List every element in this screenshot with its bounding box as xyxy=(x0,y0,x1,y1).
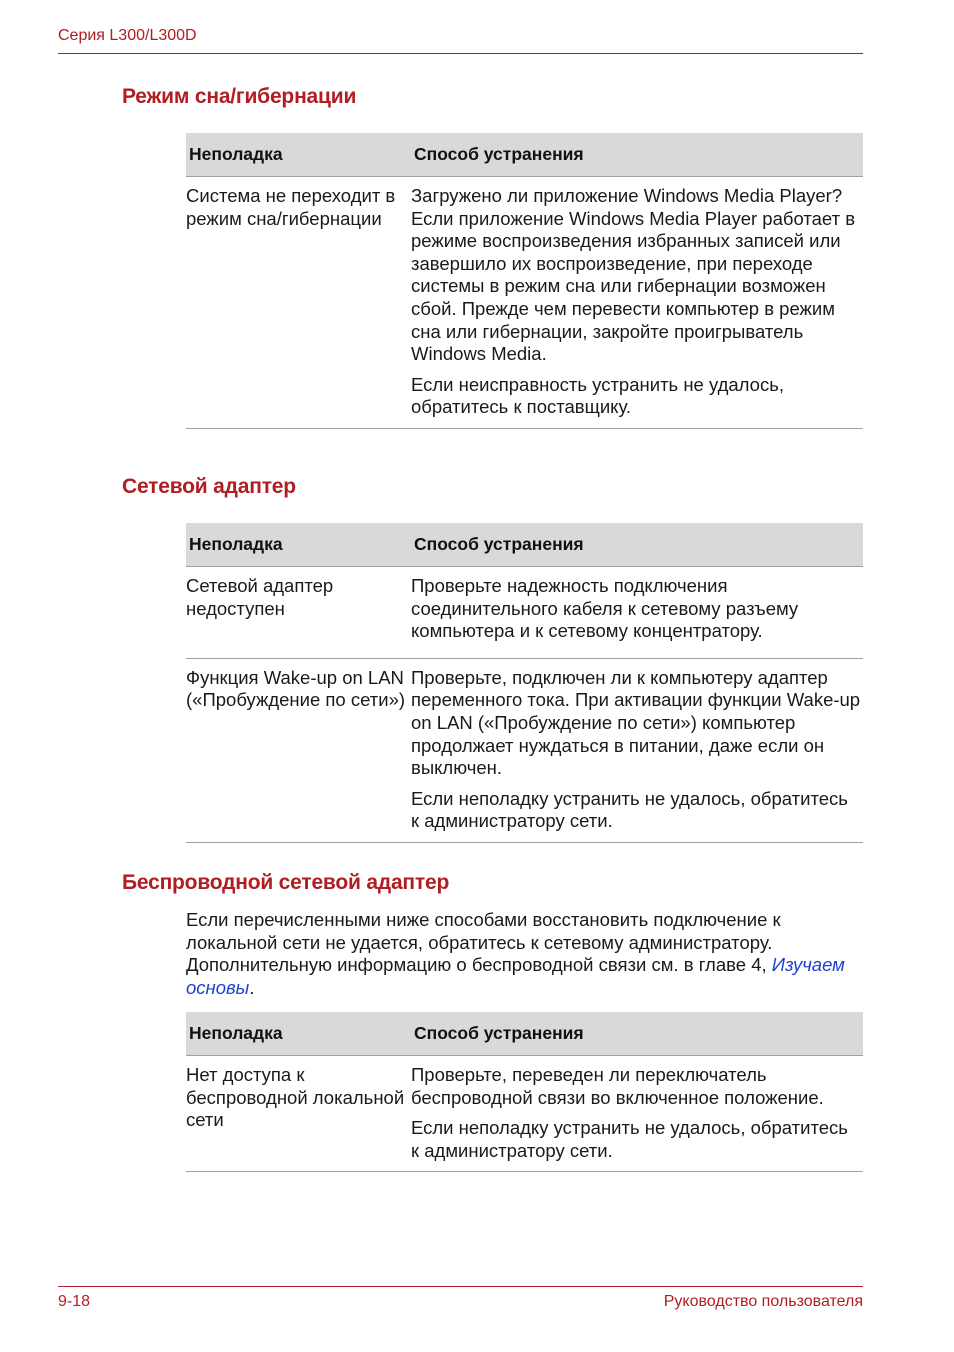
solution-paragraph: Если неполадку устранить не удалось, обратитесь к администратору сети. xyxy=(411,1117,848,1161)
solution-paragraph: Проверьте, подключен ли к компьютеру адаптер переменного тока. При активации функции Wake-up on LAN («Пробуждение по сети») компьютер продолжает нуждаться в питании, даже если он выключен. xyxy=(411,666,861,779)
solution-cell xyxy=(411,575,861,643)
solution-paragraph: Проверьте надежность подключения соединительного кабеля к сетевому разъему компьютера и к сетевому концентратору. xyxy=(411,575,799,642)
guide-title: Руководство пользователя xyxy=(663,1293,863,1310)
intro-end: . xyxy=(249,976,255,998)
running-header: Серия L300/L300D xyxy=(58,27,197,44)
problem-cell: Функция Wake-up on LAN («Пробуждение по сети») xyxy=(186,666,406,711)
table-header xyxy=(186,133,863,177)
page-number: 9-18 xyxy=(58,1293,91,1310)
solution-paragraph: Загружено ли приложение Windows Media Player? Если приложение Windows Media Player работает в режиме воспроизведения избранных записей или завершило их воспроизведение, при переходе системы в режим сна или гибернации возможен сбой. Прежде чем перевести компьютер в режим сна или гибернации, закройте проигрыватель Windows Media. xyxy=(411,185,856,365)
section-title-wireless: Беспроводной сетевой адаптер xyxy=(122,871,450,894)
problem-cell: Сетевой адаптер недоступен xyxy=(186,575,334,619)
solution-cell xyxy=(411,667,861,833)
table-row xyxy=(186,1056,863,1172)
table-row xyxy=(186,567,863,659)
section-title-network: Сетевой адаптер xyxy=(122,475,296,498)
column-header-problem: Неполадка xyxy=(189,144,283,164)
table-header xyxy=(186,1012,863,1056)
solution-cell xyxy=(411,1064,861,1162)
sleep-table xyxy=(186,133,863,429)
chapter-link[interactable]: Изучаем основы xyxy=(186,954,845,998)
footer-rule xyxy=(58,1286,863,1287)
column-header-problem: Неполадка xyxy=(189,534,283,554)
solution-cell xyxy=(411,185,861,419)
column-header-problem: Неполадка xyxy=(189,1023,283,1043)
header-rule xyxy=(58,53,863,54)
wireless-intro xyxy=(186,909,866,999)
section-title-sleep: Режим сна/гибернации xyxy=(122,85,357,108)
problem-cell: Нет доступа к беспроводной локальной сети xyxy=(186,1064,405,1131)
column-header-solution: Способ устранения xyxy=(414,1023,584,1043)
solution-paragraph: Проверьте, переведен ли переключатель беспроводной связи во включенное положение. xyxy=(411,1064,824,1108)
network-table xyxy=(186,523,863,843)
column-header-solution: Способ устранения xyxy=(414,534,584,554)
column-header-solution: Способ устранения xyxy=(414,144,584,164)
intro-text: Если перечисленными ниже способами восстановить подключение к локальной сети не удается, обратитесь к сетевому администратору. Дополнительную информацию о беспроводной связи см. в главе 4, xyxy=(186,909,781,976)
table-header xyxy=(186,523,863,567)
solution-paragraph: Если неполадку устранить не удалось, обратитесь к администратору сети. xyxy=(411,787,848,832)
table-row xyxy=(186,659,863,843)
solution-paragraph: Если неисправность устранить не удалось, обратитесь к поставщику. xyxy=(411,373,784,418)
table-row xyxy=(186,177,863,429)
wireless-table xyxy=(186,1012,863,1172)
problem-cell: Система не переходит в режим сна/гибернации xyxy=(186,185,396,229)
